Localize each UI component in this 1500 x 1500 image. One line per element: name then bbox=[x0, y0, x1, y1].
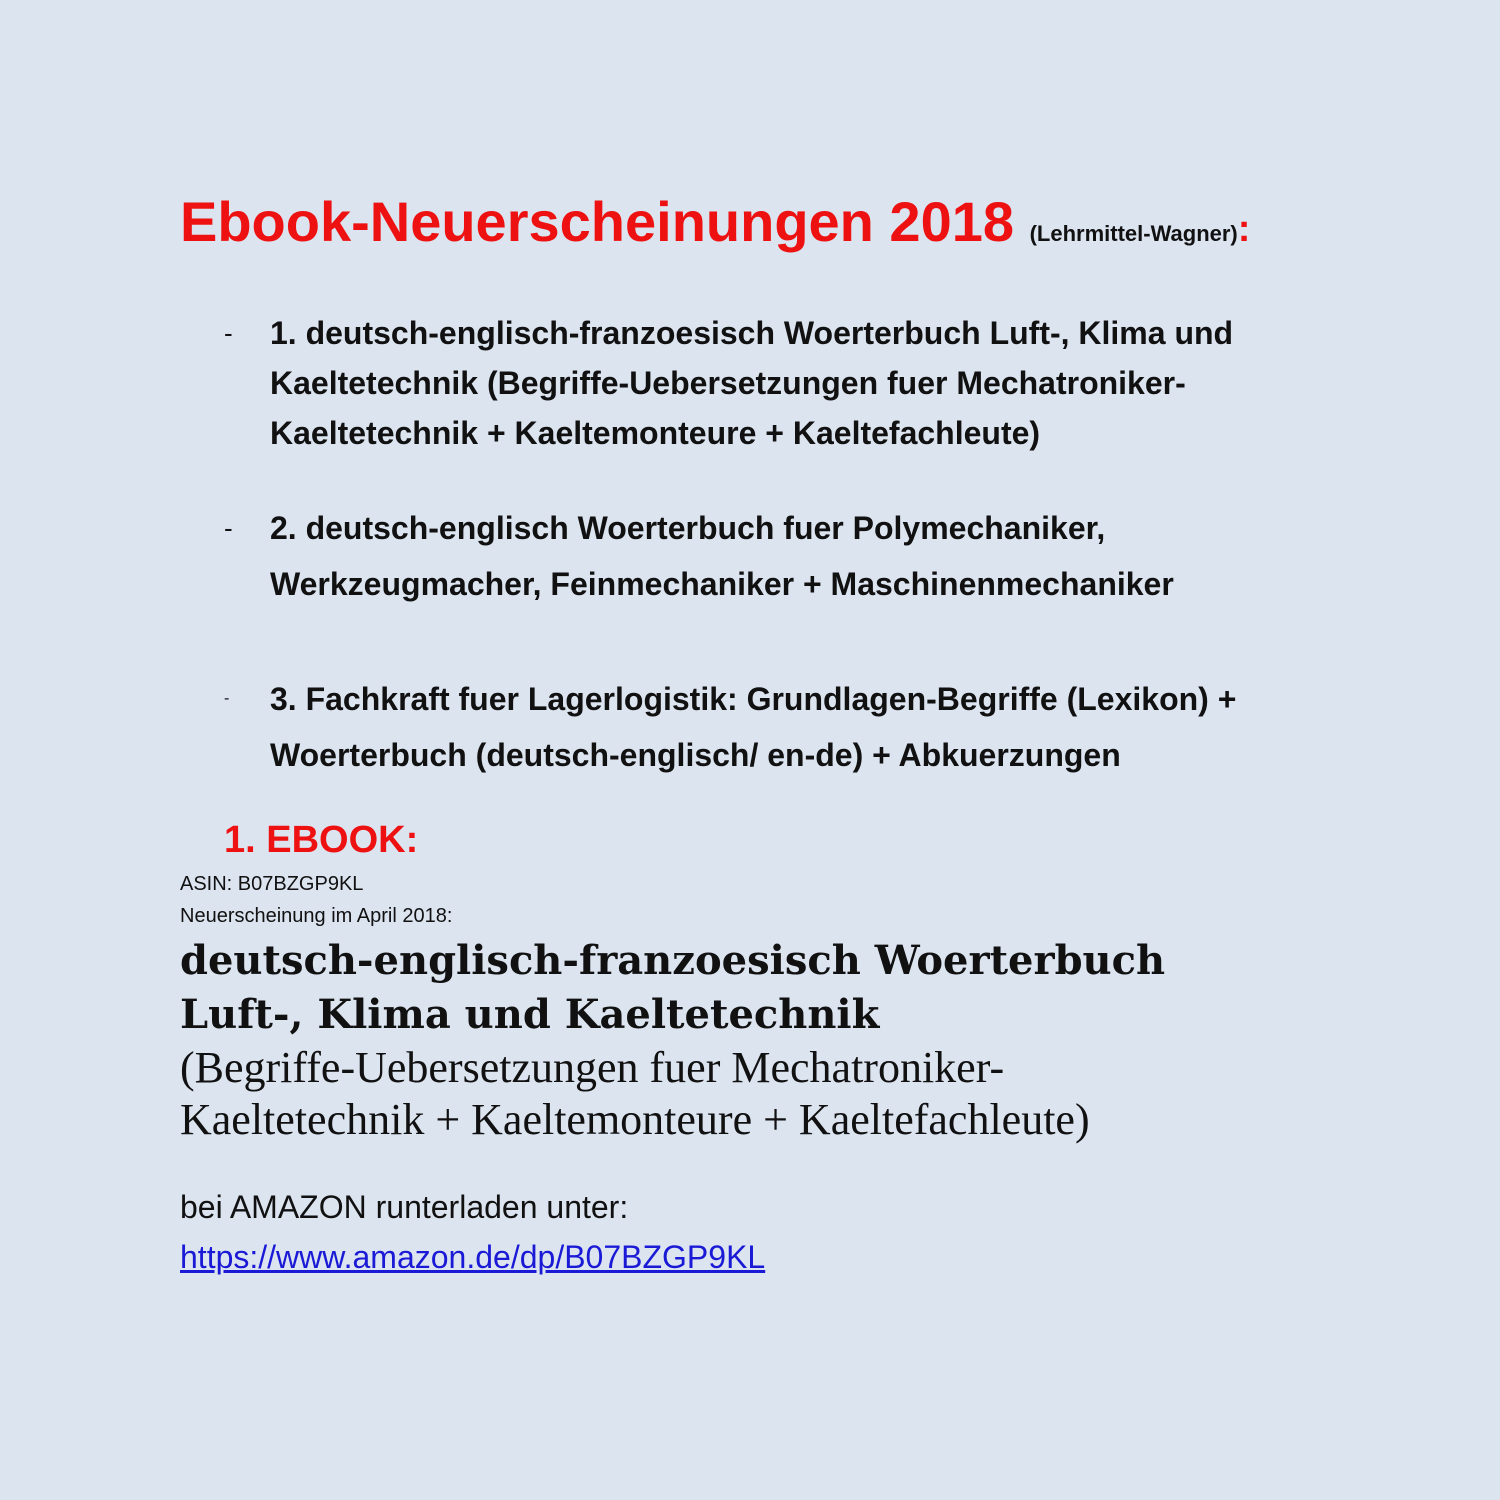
bullet-dash: - bbox=[224, 690, 230, 707]
list-item bbox=[220, 308, 1330, 458]
amazon-link[interactable]: https://www.amazon.de/dp/B07BZGP9KL bbox=[180, 1239, 766, 1275]
page-title bbox=[180, 186, 1250, 270]
book-subtitle-line: Kaeltetechnik + Kaeltemonteure + Kaeltefachleute) bbox=[180, 1095, 1090, 1144]
headline-text: Ebook-Neuerscheinungen 2018 bbox=[180, 190, 1015, 253]
download-instructions: bei AMAZON runterladen unter: bbox=[180, 1189, 629, 1225]
book-title-line: deutsch-englisch-franzoesisch Woerterbuch bbox=[180, 937, 1166, 984]
bullet-dash: - bbox=[224, 318, 233, 348]
book-title-line: Luft-, Klima und Kaeltetechnik bbox=[180, 991, 880, 1038]
headline-colon: : bbox=[1237, 208, 1251, 250]
list-item bbox=[220, 500, 1330, 612]
ebook-section-heading: 1. EBOOK: bbox=[224, 819, 419, 861]
list-item-text: 2. deutsch-englisch Woerterbuch fuer Polymechaniker, Werkzeugmacher, Feinmechaniker + Maschinenmechaniker bbox=[270, 510, 1174, 602]
publisher-name: (Lehrmittel-Wagner) bbox=[1029, 221, 1238, 246]
list-item-text: 3. Fachkraft fuer Lagerlogistik: Grundlagen-Begriffe (Lexikon) + Woerterbuch (deutsch-englisch/ en-de) + Abkuerzungen bbox=[270, 681, 1237, 773]
list-item-text: 1. deutsch-englisch-franzoesisch Woerterbuch Luft-, Klima und Kaeltetechnik (Begriffe-Uebersetzungen fuer Mechatroniker-Kaeltetechnik + Kaeltemonteure + Kaeltefachleute) bbox=[270, 315, 1234, 451]
book-title bbox=[180, 934, 1330, 1042]
book-subtitle-line: (Begriffe-Uebersetzungen fuer Mechatroniker- bbox=[180, 1043, 1005, 1092]
book-subtitle bbox=[180, 1042, 1380, 1146]
asin-number: ASIN: B07BZGP9KL bbox=[180, 873, 364, 895]
release-date: Neuerscheinung im April 2018: bbox=[180, 905, 453, 927]
list-item bbox=[220, 671, 1330, 783]
bullet-dash: - bbox=[224, 513, 233, 543]
